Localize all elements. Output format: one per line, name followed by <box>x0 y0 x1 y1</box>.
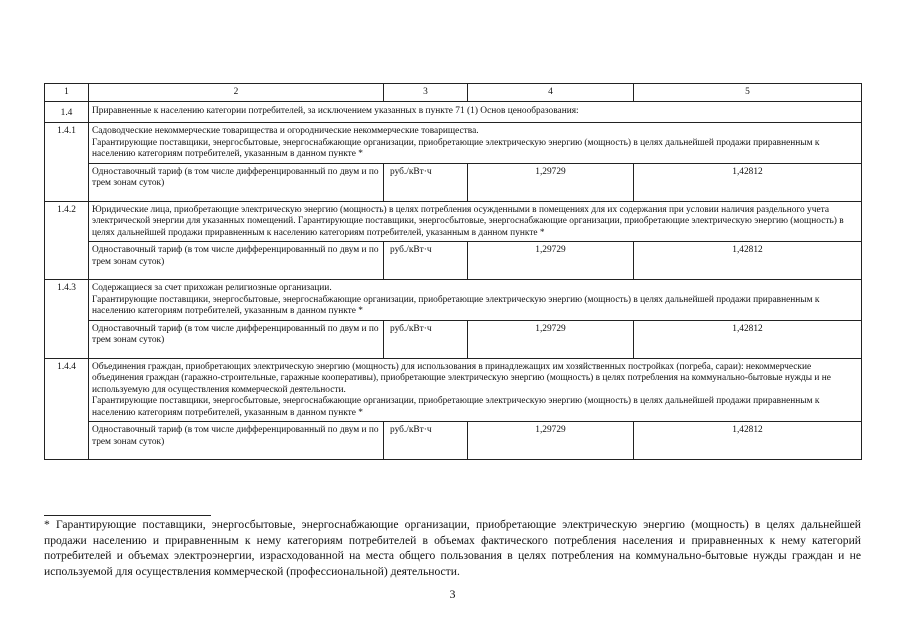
header-cell: 5 <box>634 84 862 102</box>
section-number: 1.4.2 <box>45 201 89 280</box>
header-cell: 2 <box>89 84 384 102</box>
tariff-row <box>45 163 862 201</box>
section-line: Садоводческие некоммерческие товарищества и огороднические некоммерческие товарищества. <box>92 126 479 136</box>
tariff-row <box>45 422 862 460</box>
section-line: Гарантирующие поставщики, энергосбытовые, энергоснабжающие организации, приобретающие электрическую энергию (мощность) в целях дальнейшей продажи приравненным к населению категориям потребителей, указанным в данном пункте * <box>92 396 820 418</box>
tariff-label: Одноставочный тариф (в том числе дифференцированный по двум и по трем зонам суток) <box>89 163 384 201</box>
tariff-label: Одноставочный тариф (в том числе дифференцированный по двум и по трем зонам суток) <box>89 242 384 280</box>
section-line: Содержащиеся за счет прихожан религиозные организации. <box>92 283 332 293</box>
tariff-unit: руб./кВт·ч <box>384 320 468 358</box>
tariff-unit: руб./кВт·ч <box>384 422 468 460</box>
tariff-row <box>45 242 862 280</box>
table-header-row <box>45 84 862 102</box>
section-text <box>89 358 862 422</box>
section-row <box>45 358 862 422</box>
page-number: 3 <box>449 587 456 601</box>
tariff-value-h2: 1,42812 <box>634 320 862 358</box>
section-number: 1.4.4 <box>45 358 89 460</box>
tariff-unit: руб./кВт·ч <box>384 163 468 201</box>
section-line: Гарантирующие поставщики, энергосбытовые, энергоснабжающие организации, приобретающие электрическую энергию (мощность) в целях дальнейшей продажи приравненным к населению категориям потребителей, указанным в данном пункте * <box>92 137 820 159</box>
section-line: Объединения граждан, приобретающих электрическую энергию (мощность) для использования в принадлежащих им хозяйственных постройках (погреба, сараи): некоммерческие объединения граждан (гаражно-строительные, гаражные кооперативы), приобретающие электрическую энергию (мощность) в целях потребления на коммунально-бытовые нужды и не используемую для осуществления коммерческой деятельности. <box>92 361 831 395</box>
tariff-value-h2: 1,42812 <box>634 422 862 460</box>
header-cell: 1 <box>45 84 89 102</box>
tariff-label: Одноставочный тариф (в том числе дифференцированный по двум и по трем зонам суток) <box>89 422 384 460</box>
section-row <box>45 201 862 242</box>
tariff-unit: руб./кВт·ч <box>384 242 468 280</box>
section-number: 1.4.1 <box>45 123 89 202</box>
tariff-value-h1: 1,29729 <box>468 320 634 358</box>
tariff-value-h2: 1,42812 <box>634 242 862 280</box>
tariff-value-h1: 1,29729 <box>468 163 634 201</box>
section-line: Юридические лица, приобретающие электрическую энергию (мощность) в целях потребления осужденными в помещениях для их содержания при условии наличия раздельного учета электрической энергии для указанных помещений. Гарантирующие поставщики, энергосбытовые, энергоснабжающие организации, приобретающие электрическую энергию (мощность) в целях дальнейшей продажи приравненным к населению категориям потребителей, указанным в данном пункте * <box>92 204 844 238</box>
section-row <box>45 123 862 164</box>
section-row-intro <box>45 102 862 123</box>
section-text <box>89 280 862 321</box>
section-number: 1.4.3 <box>45 280 89 359</box>
tariff-value-h1: 1,29729 <box>468 422 634 460</box>
tariff-value-h1: 1,29729 <box>468 242 634 280</box>
section-number: 1.4 <box>45 102 89 123</box>
tariff-table <box>44 83 862 460</box>
footnote-divider <box>44 515 211 516</box>
section-text <box>89 201 862 242</box>
tariff-row <box>45 320 862 358</box>
section-text: Приравненные к населению категории потребителей, за исключением указанных в пункте 71 (1) Основ ценообразования: <box>89 102 862 123</box>
footnote: * Гарантирующие поставщики, энергосбытовые, энергоснабжающие организации, приобретающие электрическую энергию (мощность) в целях дальнейшей продажи населению и приравненным к нему категориям потребителей в объемах фактического потребления населения и приравненных к нему категорий потребителей и объемах электроэнергии, израсходованной на места общего пользования в целях потребления на коммунально-бытовые нужды граждан и не используемой для осуществления коммерческой (профессиональной) деятельности. <box>44 518 861 578</box>
header-cell: 4 <box>468 84 634 102</box>
tariff-label: Одноставочный тариф (в том числе дифференцированный по двум и по трем зонам суток) <box>89 320 384 358</box>
section-row <box>45 280 862 321</box>
tariff-value-h2: 1,42812 <box>634 163 862 201</box>
section-line: Гарантирующие поставщики, энергосбытовые, энергоснабжающие организации, приобретающие электрическую энергию (мощность) в целях дальнейшей продажи приравненным к населению категориям потребителей, указанным в данном пункте * <box>92 294 820 316</box>
header-cell: 3 <box>384 84 468 102</box>
section-text <box>89 123 862 164</box>
